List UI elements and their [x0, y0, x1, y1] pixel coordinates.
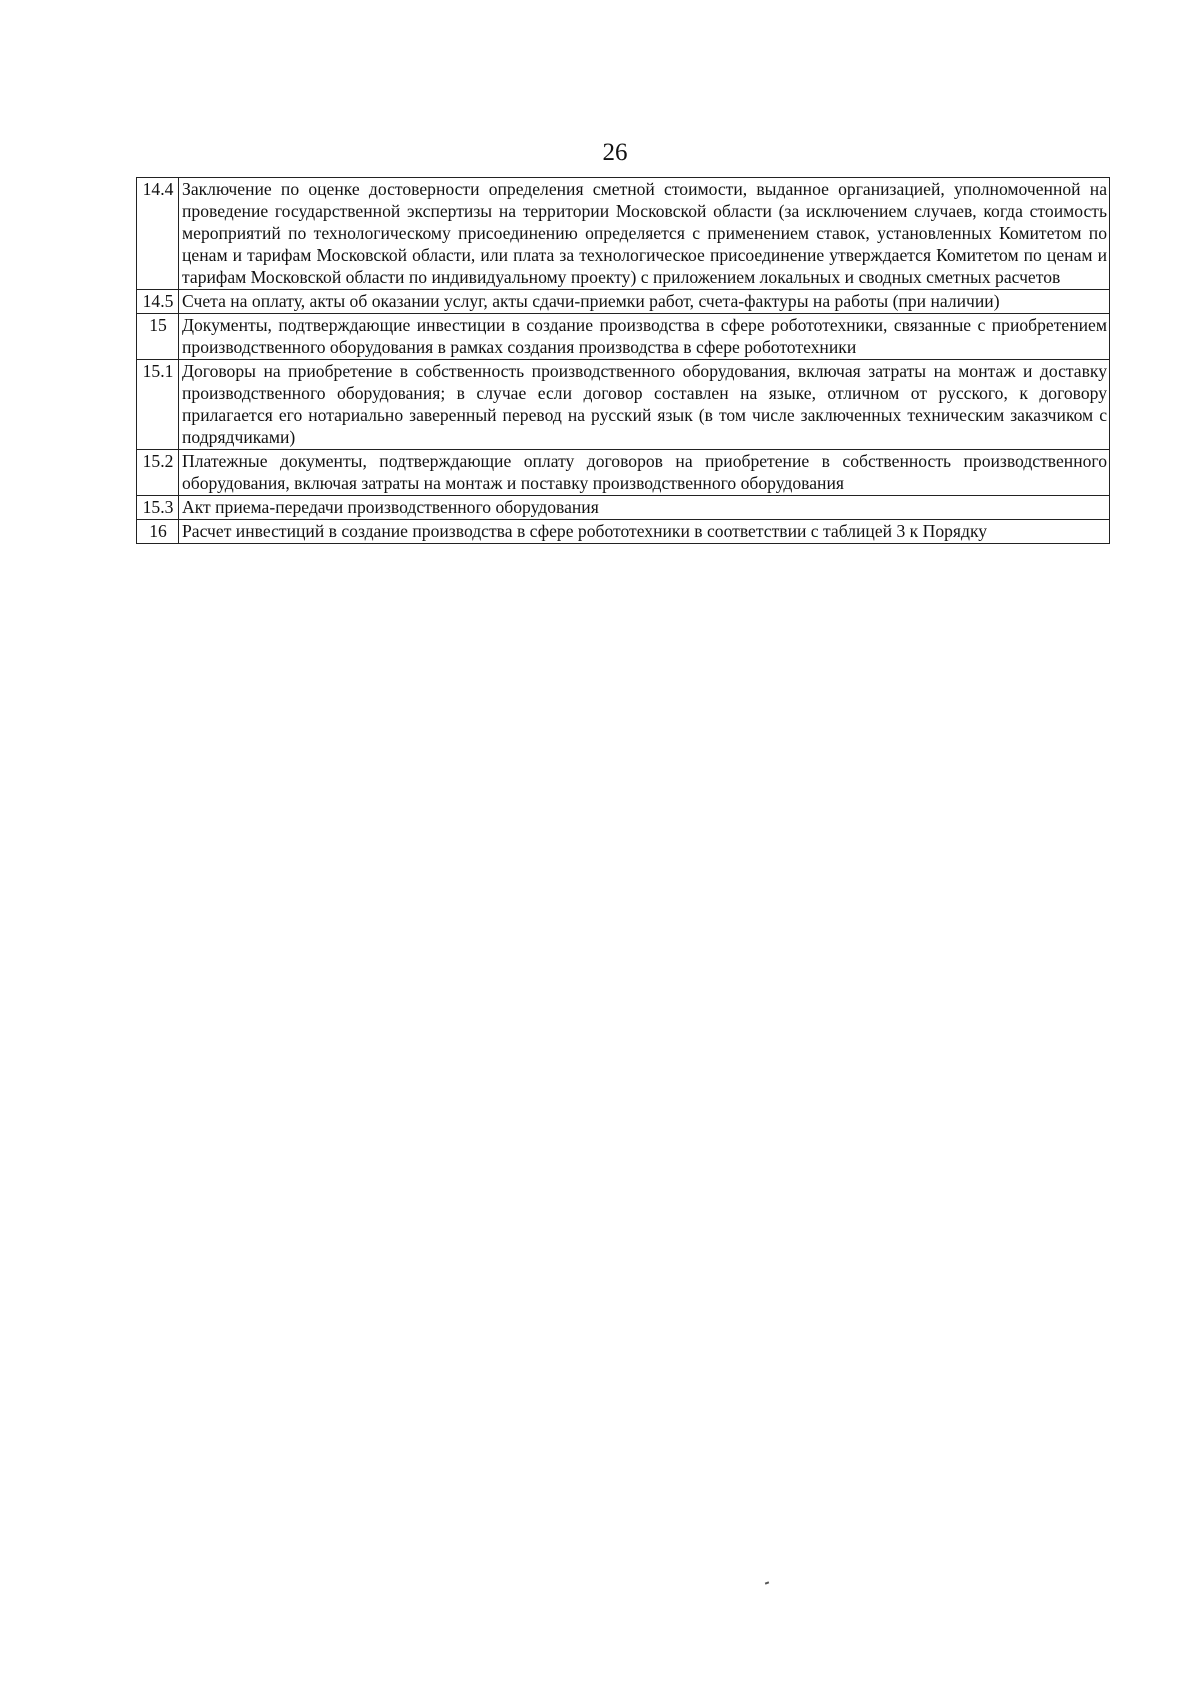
table-row: [137, 178, 1110, 290]
row-text: Расчет инвестиций в создание производства в сфере робототехники в соответствии с таблицей 3 к Порядку: [179, 520, 1110, 544]
table-row: [137, 360, 1110, 450]
page-number: 26: [602, 139, 628, 166]
row-number: 14.4: [137, 178, 179, 290]
row-number: 14.5: [137, 290, 179, 314]
row-number: 16: [137, 520, 179, 544]
row-number: 15: [137, 314, 179, 360]
scan-speck: [765, 1581, 769, 1584]
table-row: [137, 290, 1110, 314]
row-text: Счета на оплату, акты об оказании услуг, акты сдачи-приемки работ, счета-фактуры на работы (при наличии): [179, 290, 1110, 314]
table-row: [137, 496, 1110, 520]
row-number: 15.3: [137, 496, 179, 520]
row-text: Платежные документы, подтверждающие оплату договоров на приобретение в собственность производственного оборудования, включая затраты на монтаж и поставку производственного оборудования: [179, 450, 1110, 496]
row-text: Акт приема-передачи производственного оборудования: [179, 496, 1110, 520]
table-row: [137, 314, 1110, 360]
table-row: [137, 520, 1110, 544]
table-row: [137, 450, 1110, 496]
row-number: 15.1: [137, 360, 179, 450]
row-text: Документы, подтверждающие инвестиции в создание производства в сфере робототехники, связанные с приобретением производственного оборудования в рамках создания производства в сфере робототехники: [179, 314, 1110, 360]
row-text: Договоры на приобретение в собственность производственного оборудования, включая затраты на монтаж и доставку производственного оборудования; в случае если договор составлен на языке, отличном от русского, к договору прилагается его нотариально заверенный перевод на русский язык (в том числе заключенных техническим заказчиком с подрядчиками): [179, 360, 1110, 450]
row-number: 15.2: [137, 450, 179, 496]
documents-table: [136, 177, 1110, 544]
row-text: Заключение по оценке достоверности определения сметной стоимости, выданное организацией, уполномоченной на проведение государственной экспертизы на территории Московской области (за исключением случаев, когда стоимость мероприятий по технологическому присоединению определяется с применением ставок, установленных Комитетом по ценам и тарифам Московской области, или плата за технологическое присоединение утверждается Комитетом по ценам и тарифам Московской области по индивидуальному проекту) с приложением локальных и сводных сметных расчетов: [179, 178, 1110, 290]
